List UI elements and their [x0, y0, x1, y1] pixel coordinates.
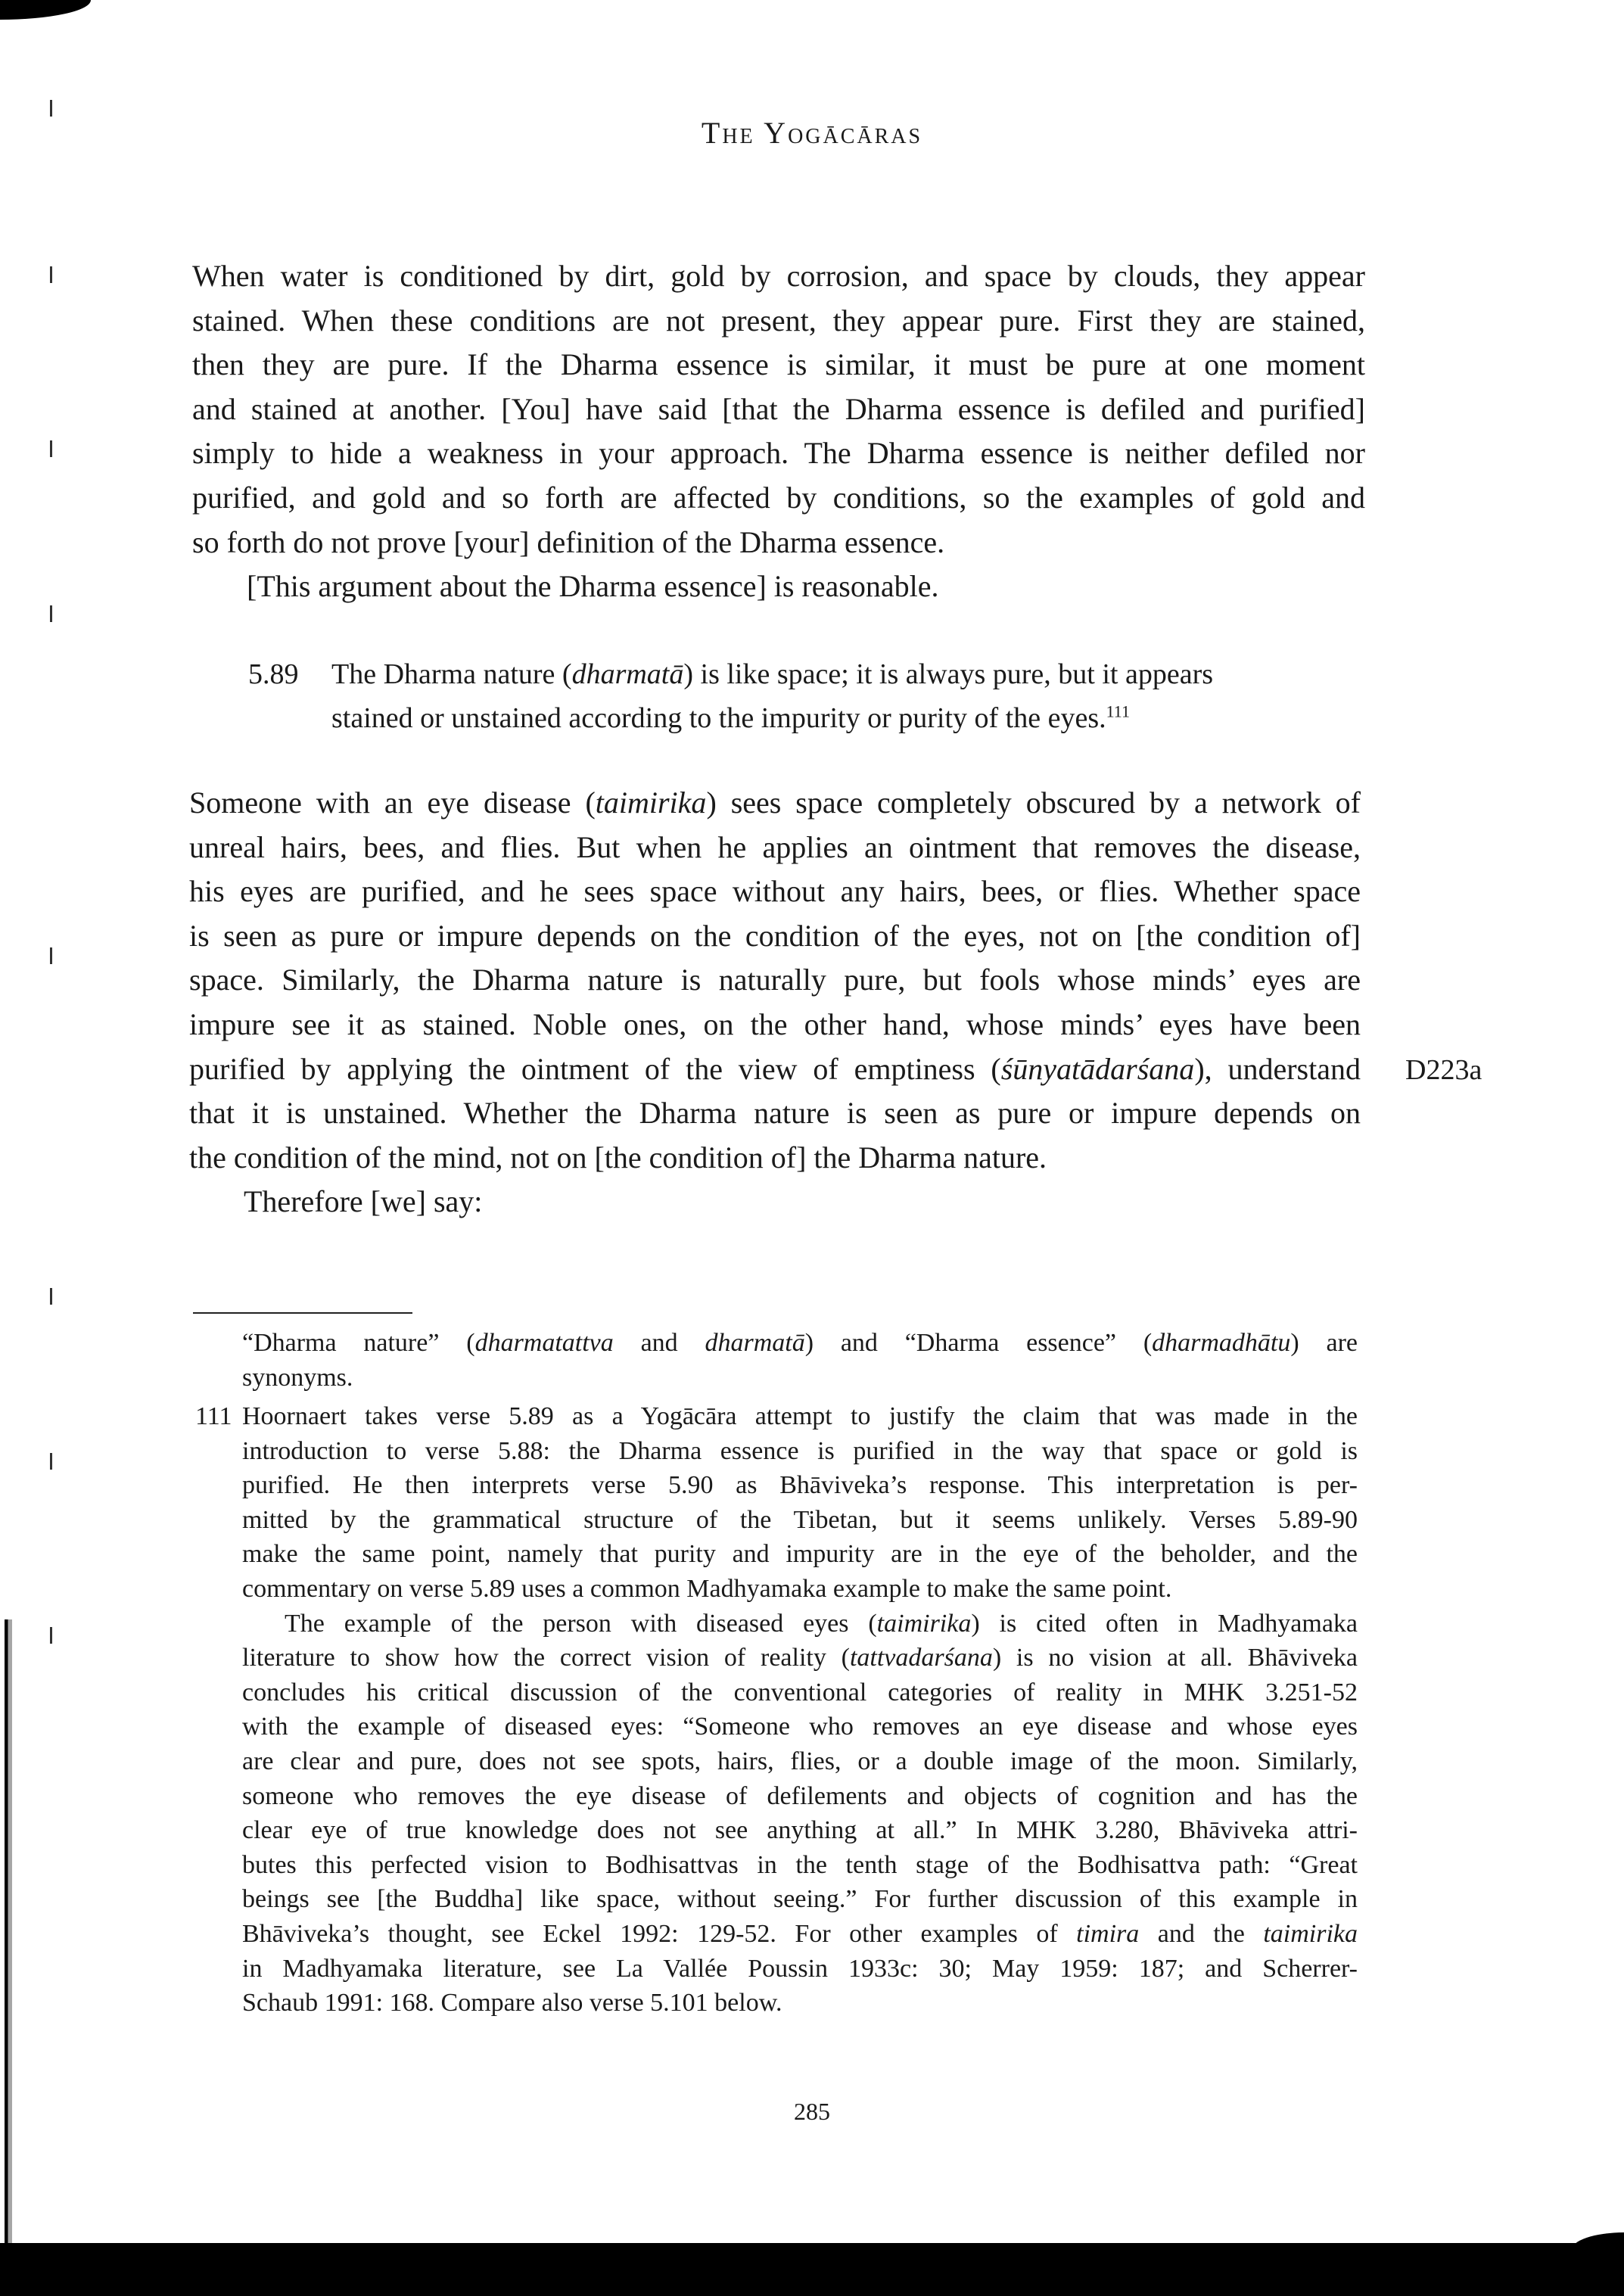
- running-head: The Yogācāras: [701, 116, 923, 150]
- footnote-line: in Madhyamaka literature, see La Vallée Poussin 1933c: 30; May 1959: 187; and Scherrer-: [242, 1954, 1358, 1983]
- binding-mark: [50, 605, 52, 622]
- text-line: purified by applying the ointment of the view of emptiness (śūnyatādarśana), understand: [189, 1051, 1361, 1086]
- verse-line: The Dharma nature (dharmatā) is like space; it is always pure, but it appears: [331, 658, 1214, 690]
- footnote-rule: [193, 1312, 412, 1314]
- text-line: purified, and gold and so forth are affected by conditions, so the examples of gold and: [192, 480, 1365, 515]
- text-line: Therefore [we] say:: [244, 1184, 483, 1219]
- sanskrit-term: taimirika: [595, 786, 707, 820]
- verse-block: [248, 652, 1353, 740]
- footnote-line: make the same point, namely that purity and impurity are in the eye of the beholder, and the: [242, 1540, 1358, 1569]
- footnote-line: butes this perfected vision to Bodhisattvas in the tenth stage of the Bodhisattva path: “Great: [242, 1850, 1358, 1879]
- footnote-line: Schaub 1991: 168. Compare also verse 5.101 below.: [242, 1989, 782, 2018]
- binding-mark: [50, 1627, 52, 1644]
- sanskrit-term: timira: [1076, 1919, 1140, 1948]
- sanskrit-term: dharmatā: [705, 1329, 805, 1357]
- footnote-line: someone who removes the eye disease of defilements and objects of cognition and has the: [242, 1781, 1358, 1810]
- text-line: then they are pure. If the Dharma essence is similar, it must be pure at one moment: [192, 347, 1365, 382]
- text-line: [This argument about the Dharma essence] is reasonable.: [247, 569, 939, 604]
- text-line: stained. When these conditions are not present, they appear pure. First they are stained,: [192, 303, 1365, 338]
- binding-mark: [50, 440, 52, 457]
- footnote-line: synonyms.: [242, 1363, 353, 1392]
- text-line: impure see it as stained. Noble ones, on the other hand, whose minds’ eyes have been: [189, 1006, 1361, 1041]
- body-paragraph: [192, 254, 1365, 609]
- footnote-line: beings see [the Buddha] like space, without seeing.” For further discussion of this example in: [242, 1885, 1358, 1914]
- footnote-line: “Dharma nature” (dharmatattva and dharmatā) and “Dharma essence” (dharmadhātu) are: [242, 1329, 1358, 1357]
- text-line: space. Similarly, the Dharma nature is naturally pure, but fools whose minds’ eyes are: [189, 963, 1361, 997]
- text-line: and stained at another. [You] have said [that the Dharma essence is defiled and purified]: [192, 391, 1365, 426]
- sanskrit-term: taimirika: [1263, 1919, 1358, 1948]
- text-line: that it is unstained. Whether the Dharma nature is seen as pure or impure depends on: [189, 1096, 1361, 1131]
- footnote-line: purified. He then interprets verse 5.90 as Bhāviveka’s response. This interpretation is per-: [242, 1471, 1358, 1500]
- text-line: is seen as pure or impure depends on the condition of the eyes, not on [the condition of]: [189, 918, 1361, 953]
- footnote-number: 111: [195, 1402, 232, 1430]
- sanskrit-term: tattvadarśana: [849, 1644, 993, 1672]
- text-line: so forth do not prove [your] definition of the Dharma essence.: [192, 524, 945, 559]
- sanskrit-term: dharmatattva: [474, 1329, 614, 1357]
- scan-shadow-top-left: [0, 0, 91, 20]
- scan-page-edge: [5, 1619, 12, 2248]
- footnote-line: literature to show how the correct vision of reality (tattvadarśana) is no vision at all. Bhāviveka: [242, 1644, 1358, 1672]
- text-line: his eyes are purified, and he sees space without any hairs, bees, or flies. Whether space: [189, 874, 1361, 909]
- footnote-line: mitted by the grammatical structure of the Tibetan, but it seems unlikely. Verses 5.89-90: [242, 1505, 1358, 1534]
- footnote-111: [195, 1399, 1358, 2021]
- margin-folio-ref: D223a: [1405, 1054, 1482, 1086]
- sanskrit-term: dharmadhātu: [1152, 1329, 1291, 1357]
- binding-mark: [50, 947, 52, 964]
- footnote-continued: [242, 1326, 1358, 1395]
- footnote-line: are clear and pure, does not see spots, hairs, flies, or a double image of the moon. Similarly,: [242, 1747, 1358, 1775]
- footnote-line: clear eye of true knowledge does not see anything at all.” In MHK 3.280, Bhāviveka attri-: [242, 1816, 1358, 1845]
- scan-shadow-bottom-right: [1571, 2232, 1624, 2251]
- page-number: 285: [794, 2098, 830, 2125]
- binding-mark: [50, 1453, 52, 1470]
- text-line: Someone with an eye disease (taimirika) sees space completely obscured by a network of: [189, 786, 1361, 820]
- footnote-line: with the example of diseased eyes: “Someone who removes an eye disease and whose eyes: [242, 1713, 1358, 1741]
- text-line: simply to hide a weakness in your approach. The Dharma essence is neither defiled nor: [192, 436, 1365, 471]
- footnote-line: concludes his critical discussion of the conventional categories of reality in MHK 3.251-52: [242, 1678, 1358, 1706]
- sanskrit-term: śūnyatādarśana: [1000, 1051, 1195, 1086]
- text-line: unreal hairs, bees, and flies. But when he applies an ointment that removes the disease,: [189, 829, 1361, 864]
- binding-mark: [50, 100, 52, 117]
- binding-mark: [50, 1288, 52, 1305]
- verse-number: 5.89: [248, 658, 299, 690]
- verse-line: stained or unstained according to the impurity or purity of the eyes.$^{111}$: [331, 702, 1130, 734]
- text-line: When water is conditioned by dirt, gold by corrosion, and space by clouds, they appear: [192, 259, 1365, 293]
- sanskrit-term: dharmatā: [571, 658, 684, 690]
- footnote-line: Hoornaert takes verse 5.89 as a Yogācāra attempt to justify the claim that was made in the: [242, 1402, 1358, 1430]
- footnote-line: Bhāviveka’s thought, see Eckel 1992: 129-52. For other examples of timira and the taimirika: [242, 1919, 1358, 1948]
- footnote-line: commentary on verse 5.89 uses a common Madhyamaka example to make the same point.: [242, 1574, 1172, 1603]
- binding-mark: [50, 266, 52, 283]
- footnote-ref[interactable]: 111: [1106, 702, 1130, 721]
- footnote-line: introduction to verse 5.88: the Dharma essence is purified in the way that space or gold is: [242, 1436, 1358, 1465]
- footnote-line: The example of the person with diseased eyes (taimirika) is cited often in Madhyamaka: [285, 1609, 1358, 1638]
- sanskrit-term: taimirika: [876, 1609, 972, 1638]
- body-paragraph: [189, 781, 1361, 1224]
- scan-shadow-bottom: [0, 2243, 1624, 2296]
- text-line: the condition of the mind, not on [the condition of] the Dharma nature.: [189, 1140, 1047, 1174]
